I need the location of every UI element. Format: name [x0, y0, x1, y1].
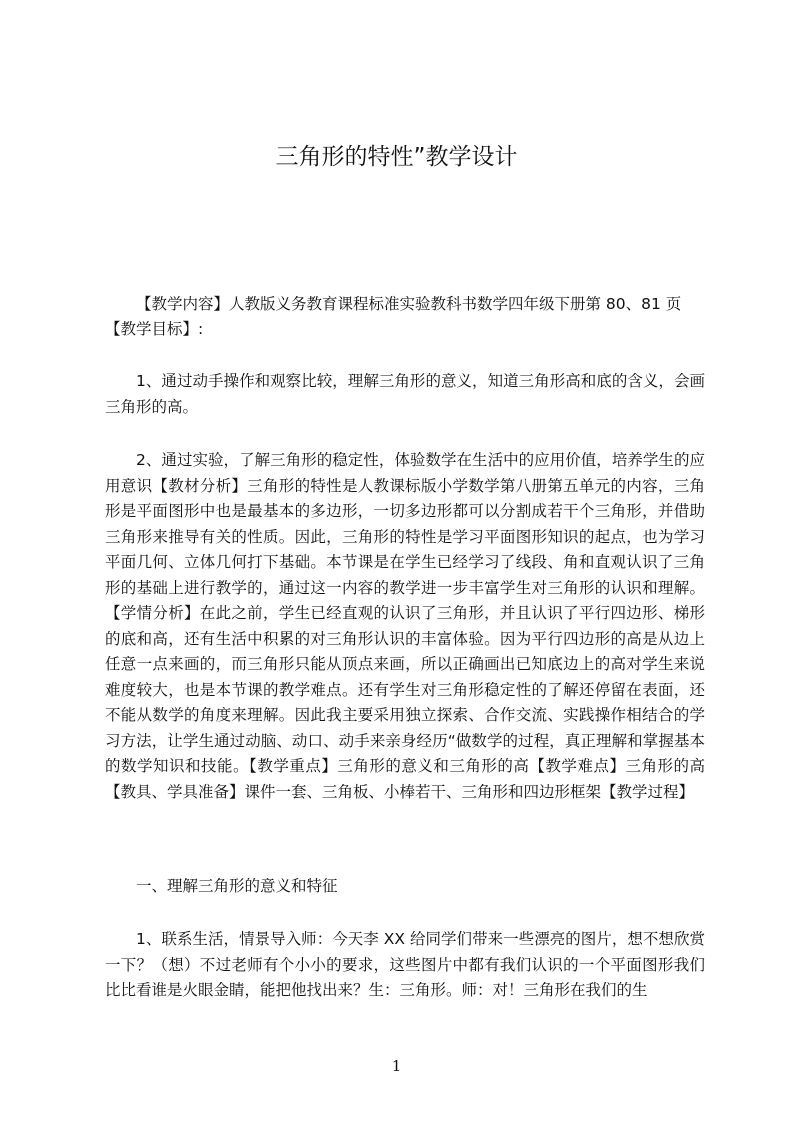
page-number: 1 — [391, 1057, 402, 1075]
teaching-objectives-heading: 【教学目标】: — [105, 320, 204, 338]
section-1-heading: 一、理解三角形的意义和特征 — [136, 877, 338, 895]
document-title: 三角形的特性”教学设计 — [275, 144, 518, 170]
objective-1-paragraph: 1、通过动手操作和观察比较，理解三角形的意义，知道三角形高和底的含义，会画三角形的高。 — [105, 372, 705, 416]
teaching-content-paragraph: 【教学内容】人教版义务教育课程标准实验教科书数学四年级下册第 80、81 页 — [136, 295, 682, 313]
section-1-item-1-paragraph: 1、联系生活，情景导入师：今天李 XX 给同学们带来一些漂亮的图片，想不想欣赏一下？（想）不过老师有个小小的要求，这些图片中都有我们认识的一个平面图形我们比比看谁是火眼金睛，能把他找出来？生：三角形。师：对！三角形在我们的生 — [105, 930, 705, 999]
objective-2-paragraph: 2、通过实验，了解三角形的稳定性，体验数学在生活中的应用价值，培养学生的应用意识【教材分析】三角形的特性是人教课标版小学数学第八册第五单元的内容，三角形是平面图形中也是最基本的多边形，一切多边形都可以分割成若干个三角形，并借助三角形来推导有关的性质。因此，三角形的特性是学习平面图形知识的起点，也为学习平面几何、立体几何打下基础。本节课是在学生已经学习了线段、角和直观认识了三角形的基础上进行教学的，通过这一内容的教学进一步丰富学生对三角形的认识和理解。【学情分析】在此之前，学生已经直观的认识了三角形，并且认识了平行四边形、梯形的底和高，还有生活中积累的对三角形认识的丰富体验。因为平行四边形的高是从边上任意一点来画的，而三角形只能从顶点来画，所以正确画出已知底边上的高对学生来说难度较大，也是本节课的教学难点。还有学生对三角形稳定性的了解还停留在表面，还不能从数学的角度来理解。因此我主要采用独立探索、合作交流、实践操作相结合的学习方法，让学生通过动脑、动口、动手来亲身经历“做数学的过程，真正理解和掌握基本的数学知识和技能。【教学重点】三角形的意义和三角形的高【教学难点】三角形的高【教具、学具准备】课件一套、三角板、小棒若干、三角形和四边形框架【教学过程】 — [105, 451, 705, 801]
